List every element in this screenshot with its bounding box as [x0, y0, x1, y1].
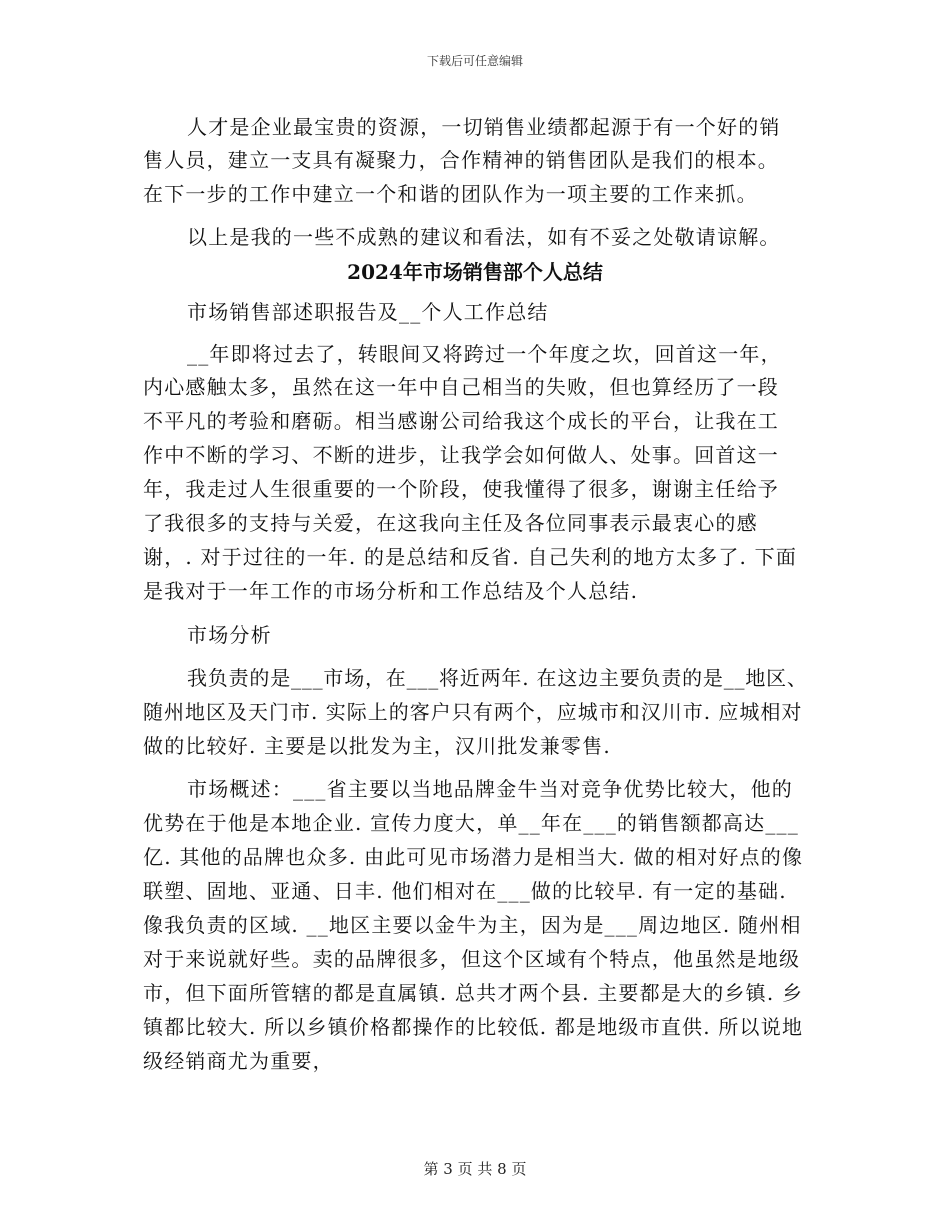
text-line: 作中不断的学习、不断的进步，让我学会如何做人、处事。回首这一 — [143, 443, 779, 467]
text-line: 亿. 其他的品牌也众多. 由此可见市场潜力是相当大. 做的相对好点的像 — [143, 845, 804, 869]
text-line: 以上是我的一些不成熟的建议和看法，如有不妥之处敬请谅解。 — [187, 225, 781, 249]
section-heading: 市场分析 — [187, 623, 272, 647]
text-line: 优势在于他是本地企业. 宣传力度大，单__年在___的销售额都高达___ — [143, 811, 799, 835]
page-header: 下载后可任意编辑 — [426, 54, 523, 68]
text-line: 镇都比较大. 所以乡镇价格都操作的比较低. 都是地级市直供. 所以说地 — [143, 1015, 804, 1039]
text-line: 在下一步的工作中建立一个和谐的团队作为一项主要的工作来抓。 — [143, 182, 758, 206]
text-line: 谢，. 对于过往的一年. 的是总结和反省. 自己失利的地方太多了. 下面 — [143, 545, 798, 569]
text-line: 级经销商尤为重要， — [143, 1049, 334, 1073]
document-title: 2024年市场销售部个人总结 — [347, 260, 603, 284]
text-line: 是我对于一年工作的市场分析和工作总结及个人总结. — [143, 579, 639, 603]
text-line: 内心感触太多，虽然在这一年中自己相当的失败，但也算经历了一段 — [143, 375, 779, 399]
text-line: 像我负责的区域. __地区主要以金牛为主，因为是___周边地区. 随州相 — [143, 913, 802, 937]
page-footer: 第 3 页 共 8 页 — [423, 1160, 527, 1178]
text-line: 人才是企业最宝贵的资源，一切销售业绩都起源于有一个好的销 — [187, 115, 781, 139]
text-line: 年，我走过人生很重要的一个阶段，使我懂得了很多，谢谢主任给予 — [143, 477, 779, 501]
text-line: 了我很多的支持与关爱，在这我向主任及各位同事表示最衷心的感 — [143, 511, 758, 535]
text-line: 市场概述：___省主要以当地品牌金牛当对竞争优势比较大，他的 — [187, 777, 793, 801]
text-line: 市，但下面所管辖的都是直属镇. 总共才两个县. 主要都是大的乡镇. 乡 — [143, 981, 804, 1005]
text-line: 不平凡的考验和磨砺。相当感谢公司给我这个成长的平台，让我在工 — [143, 409, 779, 433]
text-line: __年即将过去了，转眼间又将跨过一个年度之坎，回首这一年， — [187, 342, 782, 366]
subtitle: 市场销售部述职报告及__个人工作总结 — [187, 300, 549, 324]
text-line: 随州地区及天门市. 实际上的客户只有两个，应城市和汉川市. 应城相对 — [143, 700, 803, 724]
text-line: 联塑、固地、亚通、日丰. 他们相对在___做的比较早. 有一定的基础. — [143, 879, 787, 903]
text-line: 售人员，建立一支具有凝聚力，合作精神的销售团队是我们的根本。 — [143, 148, 779, 172]
text-line: 对于来说就好些。卖的品牌很多，但这个区域有个特点，他虽然是地级 — [143, 947, 801, 971]
text-line: 做的比较好. 主要是以批发为主，汉川批发兼零售. — [143, 734, 611, 758]
text-line: 我负责的是___市场，在___将近两年. 在这边主要负责的是__地区、 — [187, 666, 808, 690]
